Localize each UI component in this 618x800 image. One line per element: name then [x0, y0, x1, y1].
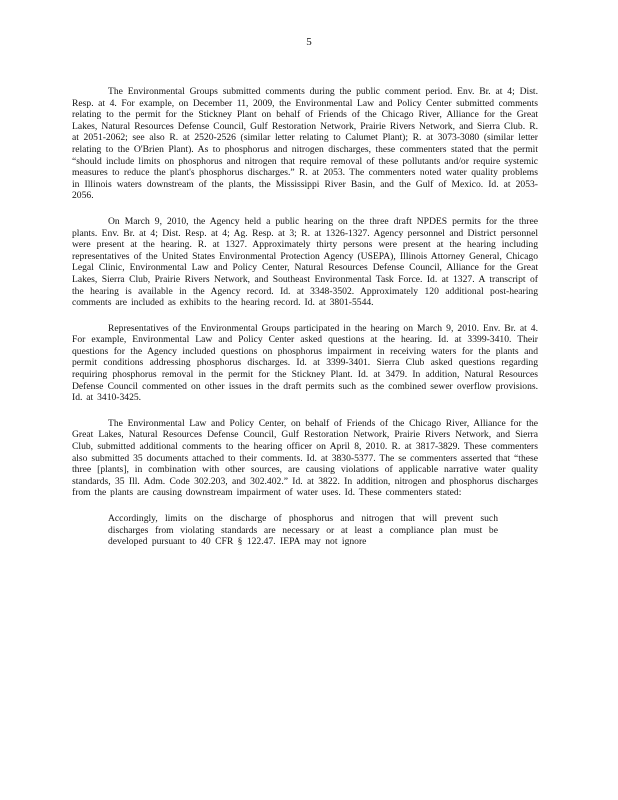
paragraph-public-hearing: On March 9, 2010, the Agency held a public hearing on the three draft NPDES permits for the three plants. Env. Br. at 4; Dist. Resp. at 4; Ag. Resp. at 3; R. at 1326-1327. Agency personnel and District personnel were present at the hearing. R. at 1327. Approximately thirty persons were present at the hearing including representatives of the United States Environmental Protection Agency (USEPA), Illinois Attorney General, Chicago Legal Clinic, Environmental Law and Policy Center, Natural Resources Defense Council, Alliance for the Great Lakes, Sierra Club, Prairie Rivers Network, and Southeast Environmental Task Force. Id. at 1327. A transcript of the hearing is available in the Agency record. Id. at 3348-3502. Approximately 120 additional post-hearing comments are included as exhibits to the hearing record. Id. at 3801-5544. — [72, 215, 538, 309]
body-text — [72, 86, 538, 548]
paragraph-additional-comments: The Environmental Law and Policy Center, on behalf of Friends of the Chicago River, Alliance for the Great Lakes, Natural Resources Defense Council, Gulf Restoration Network, Prairie Rivers Network, and Sierra Club, submitted additional comments to the hearing officer on April 8, 2010. R. at 3817-3829. These commenters also submitted 35 documents attached to their comments. Id. at 3830-5377. The se commenters asserted that “these three [plants], in combination with other sources, are causing violations of applicable narrative water quality standards, 35 Ill. Adm. Code 302.203, and 302.402.” Id. at 3822. In addition, nitrogen and phosphorus discharges from the plants are causing downstream impairment of water uses. Id. These commenters stated: — [72, 417, 538, 499]
block-quote: Accordingly, limits on the discharge of phosphorus and nitrogen that will prevent such discharges from violating standards are necessary or at least a compliance plan must be developed pursuant to 40 CFR § 122.47. IEPA may not ignore — [108, 513, 498, 548]
paragraph-hearing-participation: Representatives of the Environmental Groups participated in the hearing on March 9, 2010. Env. Br. at 4. For example, Environmental Law and Policy Center asked questions at the hearing. Id. at 3399-3410. Their questions for the Agency included questions on phosphorus impairment in receiving waters for the plants and permit conditions addressing phosphorus discharges. Id. at 3399-3401. Sierra Club asked questions regarding requiring phosphorus removal in the permit for the Stickney Plant. Id. at 3479. In addition, Natural Resources Defense Council commented on other issues in the draft permits such as the combined sewer overflow provisions. Id. at 3410-3425. — [72, 322, 538, 404]
paragraph-comment-period: The Environmental Groups submitted comments during the public comment period. Env. Br. at 4; Dist. Resp. at 4. For example, on December 11, 2009, the Environmental Law and Policy Center submitted comments relating to the permit for the Stickney Plant on behalf of Friends of the Chicago River, Alliance for the Great Lakes, Natural Resources Defense Council, Gulf Restoration Network, Prairie Rivers Network, and Sierra Club. R. at 2051-2062; see also R. at 2520-2526 (similar letter relating to Calumet Plant); R. at 3073-3080 (similar letter relating to the O'Brien Plant). As to phosphorus and nitrogen discharges, these commenters stated that the permit “should include limits on phosphorus and nitrogen that require removal of these pollutants and/or require systemic measures to reduce the plant's phosphorus discharges.” R. at 2053. The commenters noted water quality problems in Illinois waters downstream of the plants, the Mississippi River Basin, and the Gulf of Mexico. Id. at 2053-2056. — [72, 86, 538, 202]
page-number: 5 — [306, 36, 312, 48]
